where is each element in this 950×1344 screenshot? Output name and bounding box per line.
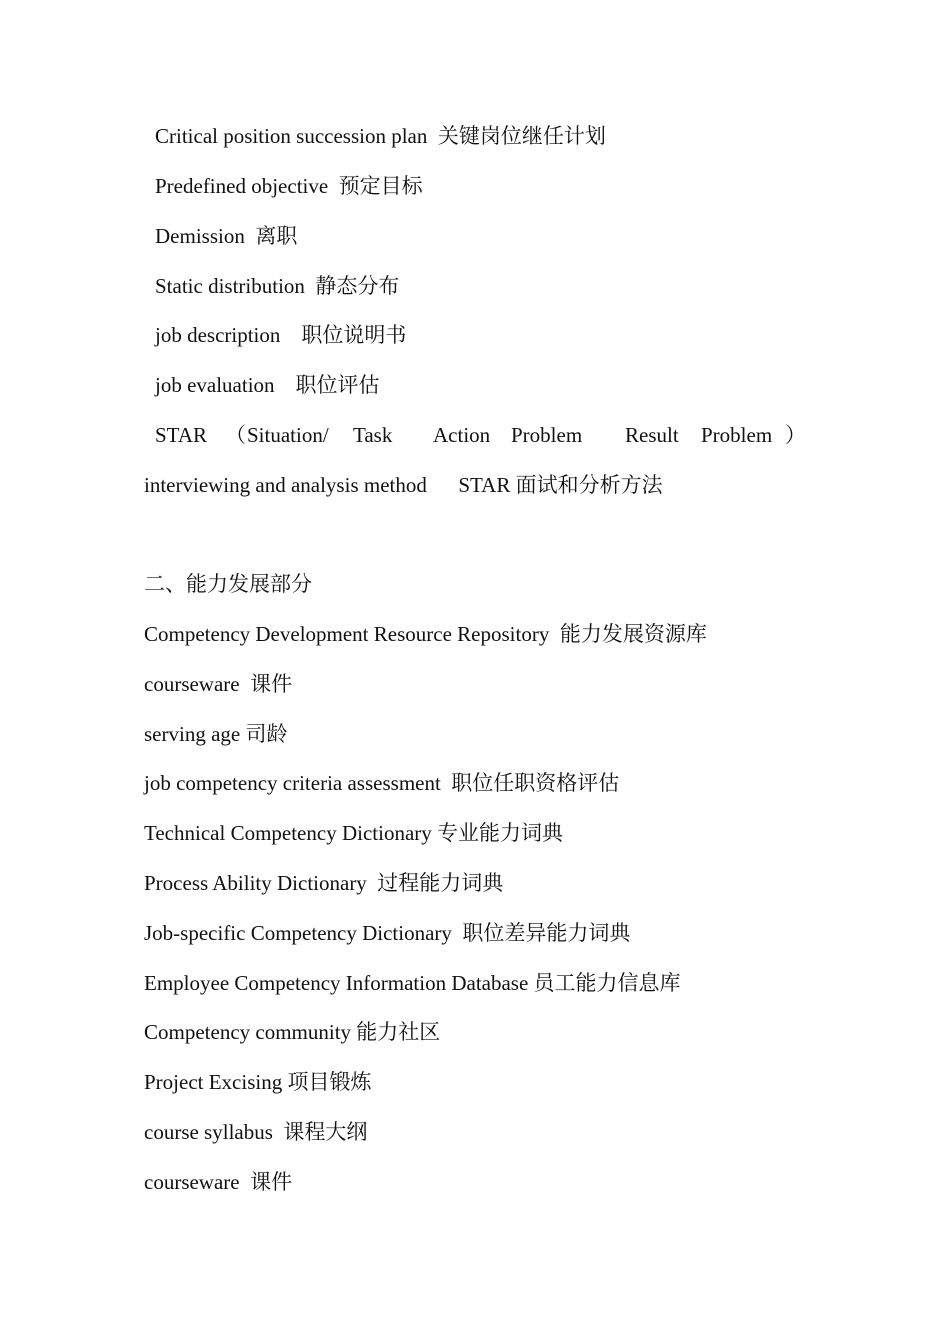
term-line: job description 职位说明书: [155, 323, 407, 347]
star-token: ）: [785, 423, 806, 447]
term-line: Project Excising 项目锻炼: [144, 1070, 372, 1094]
term-line: courseware 课件: [144, 1170, 293, 1194]
star-token: STAR: [155, 423, 207, 447]
star-token: Action: [433, 423, 491, 447]
star-token: Problem: [701, 423, 773, 447]
term-line: Competency Development Resource Repository 能力发展资源库: [144, 622, 707, 646]
term-line: job evaluation 职位评估: [155, 373, 380, 397]
star-method-line: [155, 422, 805, 708]
star-token: Task: [353, 423, 393, 447]
star-token: Situation/: [247, 423, 329, 447]
term-line: job competency criteria assessment 职位任职资格评估: [144, 771, 620, 795]
term-line: Employee Competency Information Database 员工能力信息库: [144, 971, 681, 995]
term-line: courseware 课件: [144, 672, 293, 696]
term-line: serving age 司龄: [144, 722, 288, 746]
star-token: （: [225, 423, 246, 447]
term-line: Process Ability Dictionary 过程能力词典: [144, 871, 504, 895]
star-token: Problem: [511, 423, 583, 447]
term-line: Static distribution 静态分布: [155, 274, 400, 298]
term-line: Demission 离职: [155, 224, 298, 248]
star-method-continuation: interviewing and analysis method STAR 面试和分析方法: [144, 473, 663, 497]
term-line: Critical position succession plan 关键岗位继任计划: [155, 124, 606, 148]
star-token: Result: [625, 423, 679, 447]
term-line: Predefined objective 预定目标: [155, 174, 423, 198]
term-line: Competency community 能力社区: [144, 1020, 441, 1044]
section-heading: 二、能力发展部分: [144, 572, 312, 596]
term-line: course syllabus 课程大纲: [144, 1120, 368, 1144]
term-line: Job-specific Competency Dictionary 职位差异能力词典: [144, 921, 631, 945]
term-line: Technical Competency Dictionary 专业能力词典: [144, 821, 564, 845]
